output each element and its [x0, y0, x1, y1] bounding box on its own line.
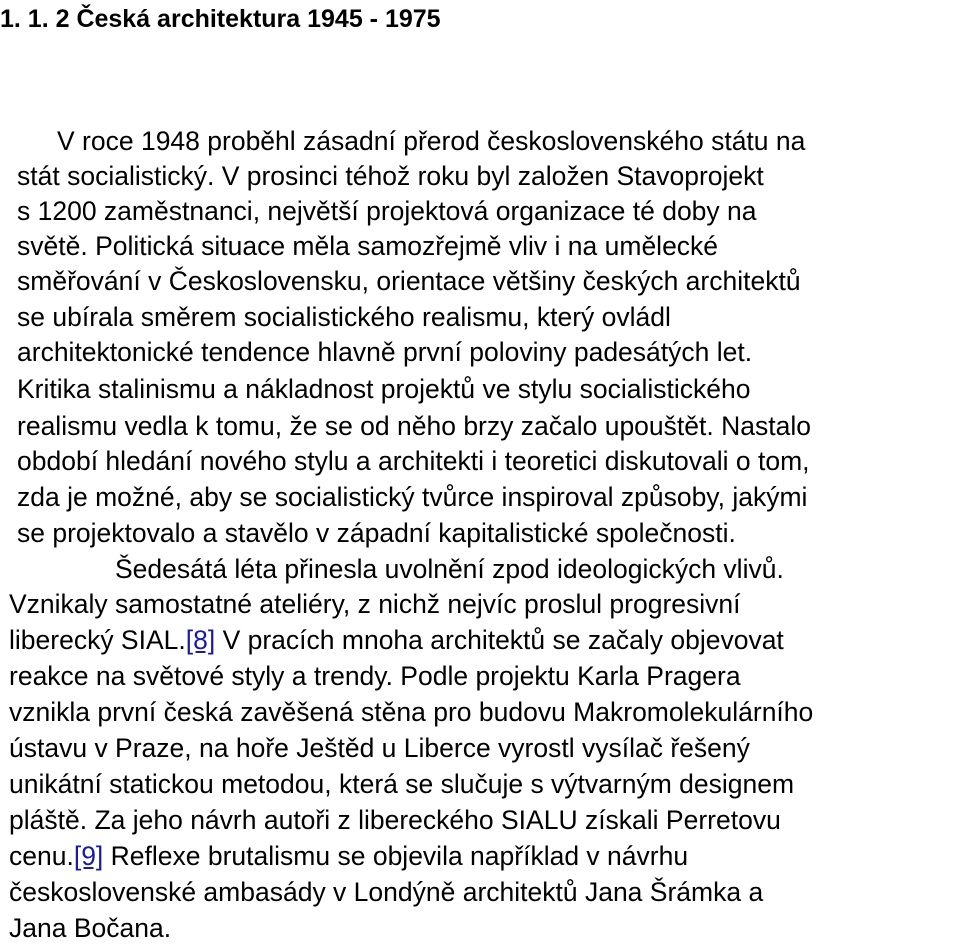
text-line: světě. Politická situace měla samozřejmě vliv i na umělecké	[17, 231, 719, 261]
text-segment: cenu.	[9, 841, 74, 871]
text-line: vznikla první česká zavěšená stěna pro budovu Makromolekulárního	[9, 697, 814, 727]
text-line-with-reference	[9, 623, 784, 657]
text-line: Jana Bočana.	[9, 913, 172, 943]
text-line: směřování v Československu, orientace většiny českých architektů	[17, 266, 801, 296]
text-line: Kritika stalinismu a nákladnost projektů ve stylu socialistického	[17, 374, 751, 404]
text-segment: V pracích mnoha architektů se začaly objevovat	[215, 625, 784, 655]
text-line-with-reference	[9, 839, 688, 873]
text-line: unikátní statickou metodou, která se slučuje s výtvarným designem	[9, 769, 795, 799]
text-line: pláště. Za jeho návrh autoři z libereckého SIALU získali Perretovu	[9, 805, 781, 835]
text-line: zda je možné, aby se socialistický tvůrce inspiroval způsoby, jakými	[17, 482, 808, 512]
text-line: architektonické tendence hlavně první poloviny padesátých let.	[17, 337, 753, 367]
text-line: ústavu v Praze, na hoře Ještěd u Liberce vyrostl vysílač řešený	[9, 733, 750, 763]
text-line: V roce 1948 proběhl zásadní přerod československého státu na	[57, 126, 806, 156]
text-line: reakce na světové styly a trendy. Podle projektu Karla Pragera	[9, 661, 741, 691]
text-line: s 1200 zaměstnanci, největší projektová organizace té doby na	[17, 196, 757, 226]
reference-link-9[interactable]: [9]	[73, 841, 104, 871]
text-line: se projektovalo a stavělo v západní kapitalistické společnosti.	[17, 518, 736, 548]
text-line: realismu vedla k tomu, že se od něho brzy začalo upouštět. Nastalo	[17, 411, 811, 441]
text-segment: liberecký SIAL.	[9, 625, 186, 655]
text-line: Šedesátá léta přinesla uvolnění zpod ideologických vlivů.	[115, 554, 784, 584]
text-line: období hledání nového stylu a architekti i teoretici diskutovali o tom,	[17, 446, 810, 476]
text-line: stát socialistický. V prosinci téhož roku byl založen Stavoprojekt	[17, 161, 764, 191]
reference-link-8[interactable]: [8]	[185, 625, 216, 655]
section-heading: 1. 1. 2 Česká architektura 1945 - 1975	[0, 5, 441, 33]
text-line: Vznikaly samostatné ateliéry, z nichž nejvíc proslul progresivní	[9, 589, 741, 619]
text-line: se ubírala směrem socialistického realismu, který ovládl	[17, 302, 671, 332]
text-line: československé ambasády v Londýně architektů Jana Šrámka a	[9, 877, 764, 907]
text-segment: Reflexe brutalismu se objevila například v návrhu	[103, 841, 689, 871]
